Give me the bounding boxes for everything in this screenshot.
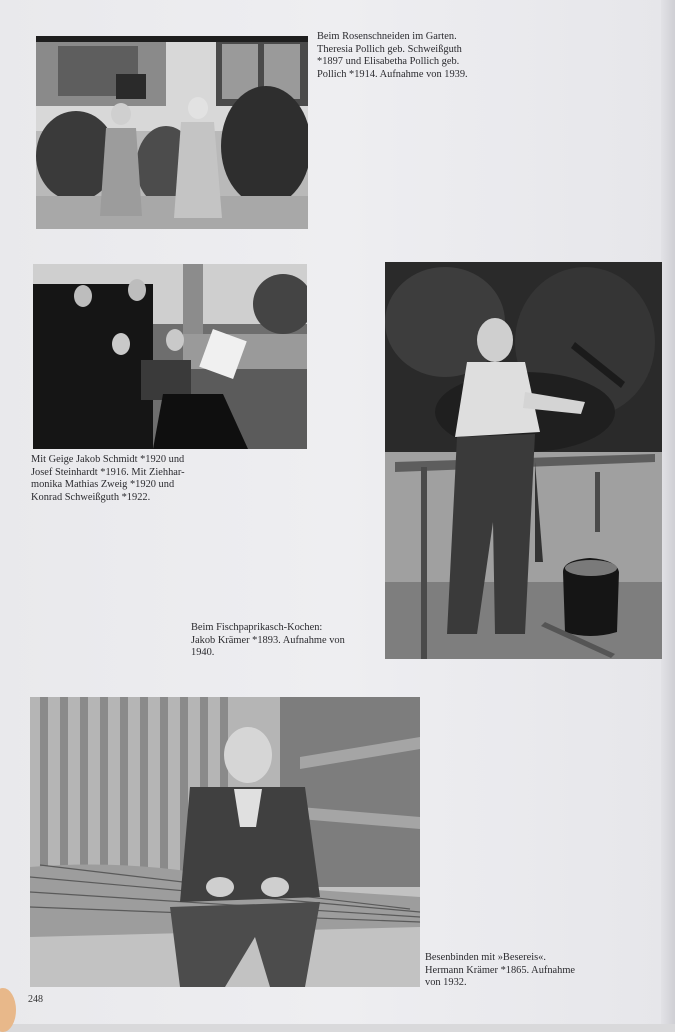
photo-fish-paprikash <box>385 262 662 659</box>
caption-line: Konrad Schweißguth *1922. <box>31 491 151 503</box>
caption-line: Jakob Krämer *1893. Aufnahme von <box>191 634 345 646</box>
caption-line: Josef Steinhardt *1916. Mit Ziehhar- <box>31 466 185 478</box>
caption-line: Mit Geige Jakob Schmidt *1920 und <box>31 454 185 465</box>
page-number: 248 <box>28 994 43 1005</box>
caption-line: *1897 und Elisabetha Pollich geb. <box>317 56 460 68</box>
photo-rose-cutting <box>36 36 308 229</box>
caption-line: Beim Fischpaprikasch-Kochen: <box>191 622 323 633</box>
caption-fish-paprikash <box>191 622 345 660</box>
caption-rose-cutting <box>317 31 468 81</box>
caption-broom-binding <box>425 952 575 990</box>
photo-musicians <box>33 264 307 449</box>
caption-line: 1940. <box>191 647 215 659</box>
caption-line: monika Mathias Zweig *1920 und <box>31 479 175 491</box>
caption-line: Besenbinden mit »Besereis«. <box>425 952 546 963</box>
caption-musicians <box>31 454 185 504</box>
caption-line: Pollich *1914. Aufnahme von 1939. <box>317 68 468 80</box>
caption-line: Beim Rosenschneiden im Garten. <box>317 31 457 42</box>
caption-line: Theresia Pollich geb. Schweißguth <box>317 43 462 55</box>
caption-line: Hermann Krämer *1865. Aufnahme <box>425 964 576 976</box>
photo-broom-binding <box>30 697 420 987</box>
reader-thumb <box>0 988 16 1032</box>
caption-line: von 1932. <box>425 977 467 989</box>
page-edge <box>661 0 675 1024</box>
